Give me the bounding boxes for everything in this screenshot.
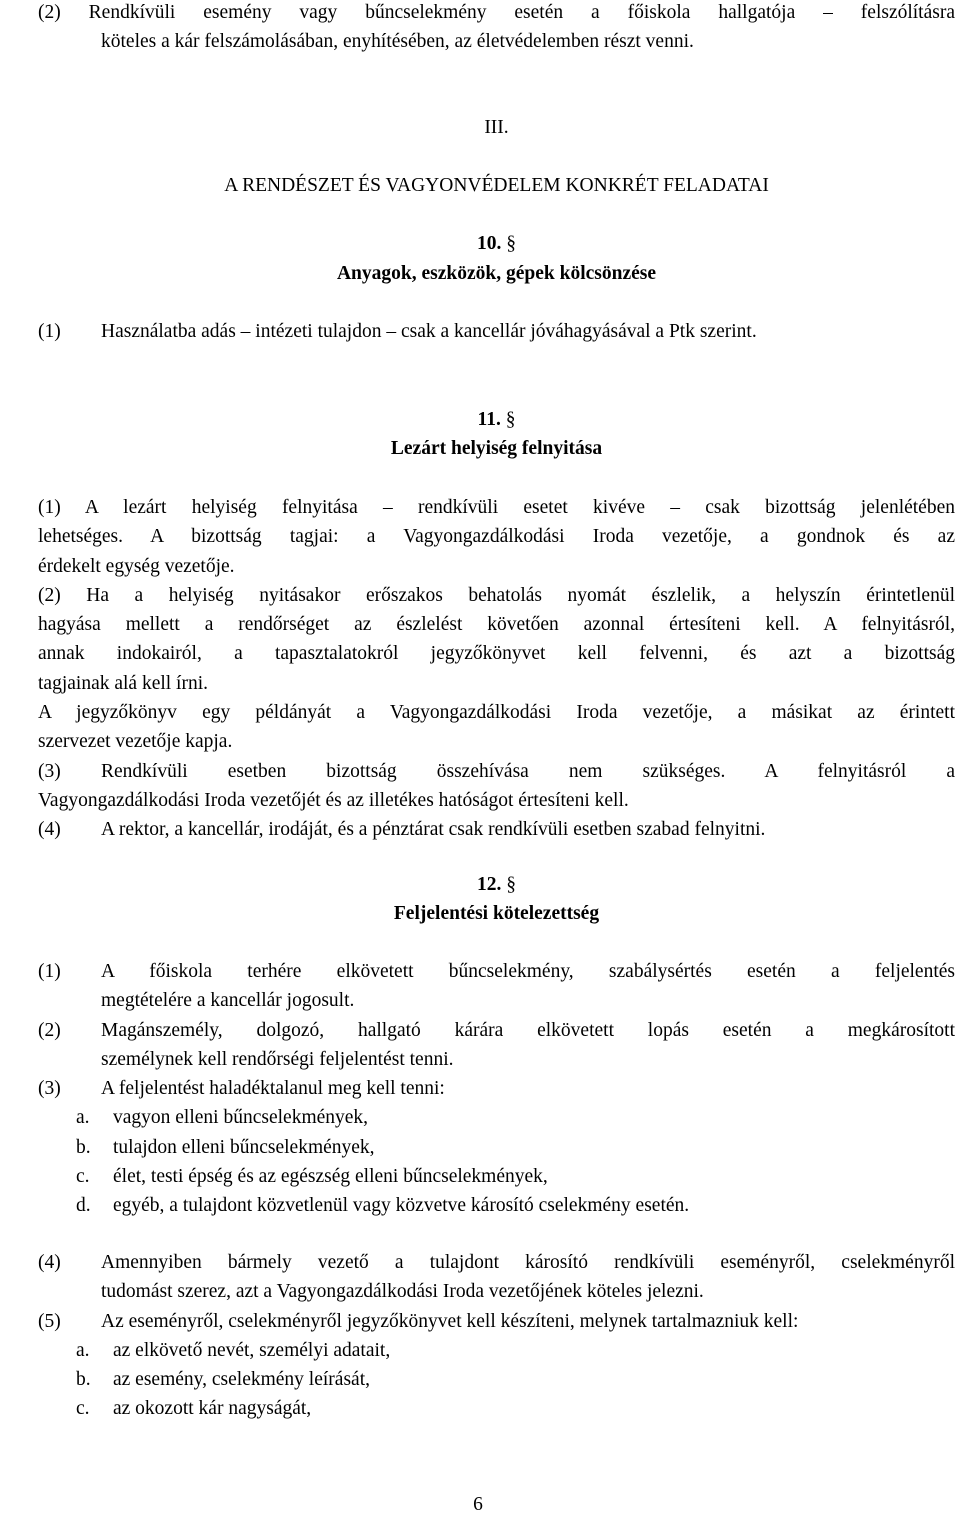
list-text: egyéb, a tulajdont közvetlenül vagy közvetve károsító cselekmény esetén. (113, 1195, 690, 1217)
s12-p1-line1: A főiskola terhére elkövetett bűncselekmény, szabálysértés esetén a feljelentés (101, 961, 955, 982)
s12-p1-line2: megtételére a kancellár jogosult. (101, 990, 355, 1012)
list-item (38, 1133, 955, 1162)
s12-paragraph-1 (38, 957, 955, 1016)
paragraph-number: (2) (38, 1019, 61, 1041)
paragraph-number: (3) (38, 1078, 61, 1100)
s12-paragraph-5 (38, 1307, 955, 1336)
list-item (38, 1162, 955, 1191)
s11-p3-line2: Vagyongazdálkodási Iroda vezetőjét és az illetékes hatóságot értesíteni kell. (38, 789, 629, 811)
list-text: az esemény, cselekmény leírását, (113, 1369, 370, 1391)
list-text: az elkövető nevét, személyi adatait, (113, 1339, 391, 1361)
list-text: élet, testi épség és az egészség elleni bűncselekmények, (113, 1166, 548, 1188)
intro-p2-line2: köteles a kár felszámolásában, enyhítésében, az életvédelemben részt venni. (101, 31, 694, 53)
section-number: 11. (477, 409, 501, 430)
s11-p2-line6: szervezet vezetője kapja. (38, 731, 233, 753)
section-12-body-a (38, 957, 955, 1221)
list-letter: d. (76, 1195, 91, 1217)
paragraph-number: (4) (38, 1252, 61, 1273)
chapter-title: A RENDÉSZET ÉS VAGYONVÉDELEM KONKRÉT FELADATAI (224, 175, 769, 196)
s12-paragraph-2 (38, 1016, 955, 1075)
list-letter: a. (76, 1339, 90, 1361)
paragraph-text: Az eseményről, cselekményről jegyzőkönyvet kell készíteni, melynek tartalmazniuk kell: (101, 1310, 799, 1332)
paragraph-number: (2) (38, 2, 61, 23)
paragraph-text: Használatba adás – intézeti tulajdon – csak a kancellár jóváhagyásával a Ptk szerint. (101, 321, 757, 342)
section-10-paragraph-1 (38, 317, 955, 346)
list-item (38, 1336, 955, 1365)
section-11-title: Lezárt helyiség felnyitása (390, 438, 603, 459)
page-number: 6 (473, 1494, 483, 1515)
section-12-title: Feljelentési kötelezettség (393, 903, 600, 924)
s12-paragraph-3 (38, 1074, 955, 1103)
paragraph-number: (3) (38, 760, 61, 782)
list-letter: b. (76, 1369, 91, 1391)
list-letter: a. (76, 1107, 90, 1129)
s11-p2-line4: tagjainak alá kell írni. (38, 672, 209, 694)
list-text: tulajdon elleni bűncselekmények, (113, 1136, 375, 1158)
s11-p1-line2: lehetséges. A bizottság tagjai: a Vagyongazdálkodási Iroda vezetője, a gondnok és az (38, 526, 955, 548)
paragraph-text: A feljelentést haladéktalanul meg kell tenni: (101, 1078, 445, 1100)
section-11-number (38, 405, 955, 434)
s11-p2-line5: A jegyzőkönyv egy példányát a Vagyongazdálkodási Iroda vezetője, a másikat az érintett (38, 702, 955, 724)
paragraph-number: (5) (38, 1310, 61, 1332)
paragraph-number: (4) (38, 819, 61, 841)
section-12-number (38, 870, 955, 899)
list-item (38, 1103, 955, 1132)
s11-p2-line1: (2) Ha a helyiség nyitásakor erőszakos behatolás nyomát észlelik, a helyszín érintetlenül (38, 584, 955, 606)
s11-p2-line2: hagyása mellett a rendőrséget az észlelést követően azonnal értesíteni kell. A felnyitásról, (38, 614, 955, 636)
list-item (38, 1394, 955, 1423)
section-number: 12. (477, 874, 502, 895)
list-item (38, 1365, 955, 1394)
list-text: vagyon elleni bűncselekmények, (113, 1107, 369, 1129)
s12-paragraph-4 (38, 1248, 955, 1307)
list-letter: b. (76, 1136, 91, 1158)
s12-p4-line2: tudomást szerez, azt a Vagyongazdálkodási Iroda vezetőjének köteles jelezni. (101, 1281, 704, 1303)
s11-paragraph-4 (38, 815, 955, 844)
s11-p2-line3: annak indokairól, a tapasztalatokról jegyzőkönyvet kell felvenni, és azt a bizottság (38, 643, 955, 665)
s12-p2-line1: Magánszemély, dolgozó, hallgató kárára elkövetett lopás esetén a megkárosított (101, 1019, 955, 1041)
section-12-body-b (38, 1248, 955, 1424)
intro-p2-line1 (38, 0, 955, 27)
section-10-number (38, 229, 955, 258)
paragraph-text: A rektor, a kancellár, irodáját, és a pénztárat csak rendkívüli esetben szabad felnyitni. (101, 819, 766, 841)
section-11-body (38, 493, 955, 845)
section-symbol: § (506, 233, 516, 254)
s11-paragraph-3 (38, 757, 955, 786)
paragraph-number: (1) (38, 961, 61, 982)
intro-paragraph-2 (38, 0, 955, 57)
chapter-number: III. (484, 117, 509, 138)
paragraph-text: Rendkívüli esemény vagy bűncselekmény esetén a főiskola hallgatója – felszólításra (88, 2, 955, 23)
s12-p2-line2: személynek kell rendőrségi feljelentést tenni. (101, 1048, 454, 1070)
s11-p1-line3: érdekelt egység vezetője. (38, 555, 235, 577)
s11-p3-line1: Rendkívüli esetben bizottság összehívása nem szükséges. A felnyitásról a (101, 760, 955, 782)
s12-p4-line1: Amennyiben bármely vezető a tulajdont károsító rendkívüli eseményről, cselekményről (101, 1252, 955, 1273)
section-number: 10. (477, 233, 502, 254)
list-letter: c. (76, 1398, 90, 1420)
s11-p1-line1: (1) A lezárt helyiség felnyitása – rendkívüli esetet kivéve – csak bizottság jelenlétében (38, 497, 955, 518)
section-symbol: § (506, 874, 516, 895)
paragraph-number: (1) (38, 321, 61, 342)
list-text: az okozott kár nagyságát, (113, 1398, 312, 1420)
list-item (38, 1191, 955, 1220)
list-letter: c. (76, 1166, 90, 1188)
section-symbol: § (505, 409, 516, 430)
section-10-title: Anyagok, eszközök, gépek kölcsönzése (336, 263, 657, 284)
